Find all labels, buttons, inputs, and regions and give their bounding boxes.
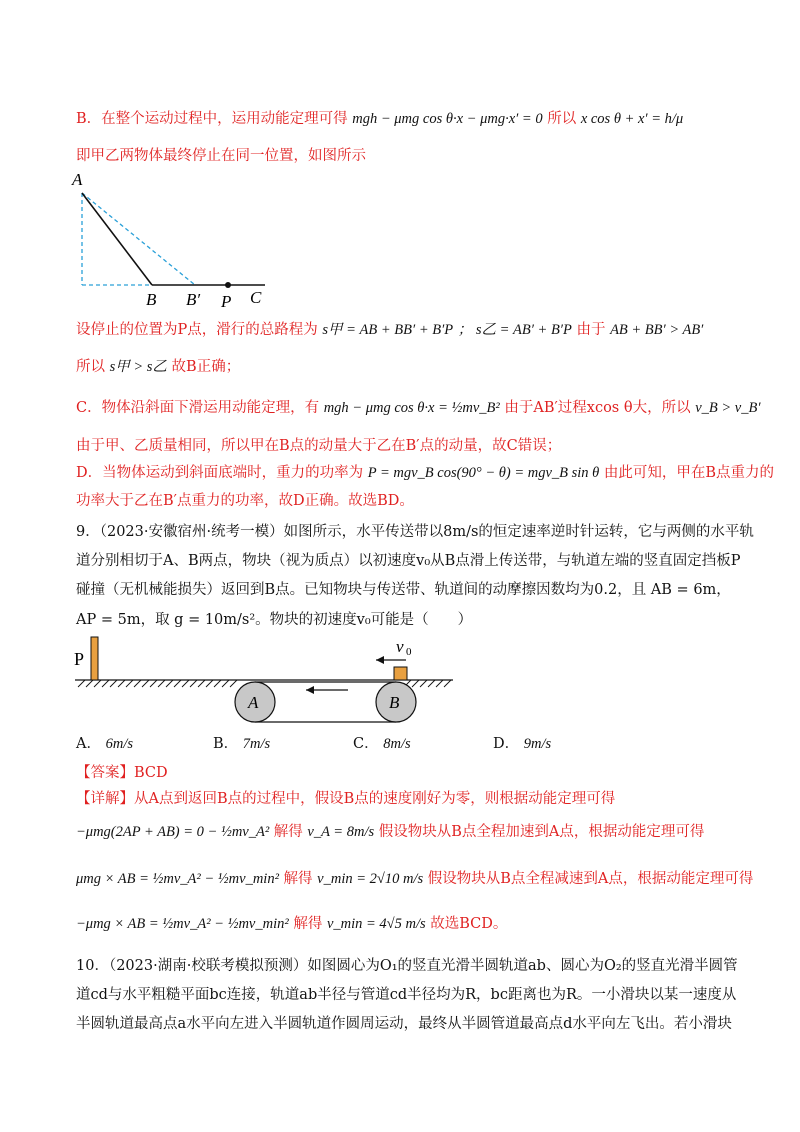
option-d-analysis: D．当物体运动到斜面底端时，重力的功率为 P = mgv_B cos(90° − θ) = mgv_B sin θ 由此可知，甲在B点重力的 bbox=[76, 465, 775, 481]
formula: x cos θ + x′ = h/μ bbox=[580, 111, 684, 127]
label-P: P bbox=[221, 292, 232, 310]
option-c-analysis: C．物体沿斜面下滑运用动能定理，有 mgh − μmg cos θ·x = ½mv_B² 由于AB′过程xcos θ大，所以 v_B > v_B′ bbox=[76, 400, 761, 416]
option-c: C． 8m/s bbox=[353, 736, 411, 752]
label-B: B bbox=[146, 290, 157, 309]
so-text: 所以 s甲 > s乙 故B正确； bbox=[76, 359, 241, 375]
option-d: D． 9m/s bbox=[493, 736, 552, 752]
label-A: A bbox=[72, 170, 83, 189]
question-10-line-1: 10．（2023·湖南·校联考模拟预测）如图圆心为O₁的竖直光滑半圆轨道ab、圆心为O₂的竖直光滑半圆管 bbox=[76, 958, 738, 974]
detail-line-4: −μmg × AB = ½mv_A² − ½mv_min² 解得 v_min = 4√5 m/s 故选BCD。 bbox=[76, 916, 508, 932]
detail-line-1: 【详解】从A点到返回B点的过程中，假设B点的速度刚好为零，则根据动能定理可得 bbox=[76, 791, 616, 807]
conveyor-diagram bbox=[70, 635, 460, 730]
same-position-text: 即甲乙两物体最终停止在同一位置，如图所示 bbox=[76, 148, 366, 164]
label-v0-subscript: 0 bbox=[406, 646, 412, 658]
option-a: A． 6m/s bbox=[76, 736, 133, 752]
stop-position-text: 设停止的位置为P点，滑行的总路程为 s甲 = AB + BB′ + B′P ； s乙 = AB′ + B′P 由于 AB + BB′ > AB′ bbox=[76, 322, 704, 338]
label-P: P bbox=[74, 649, 85, 669]
label-B-prime: B′ bbox=[186, 290, 201, 309]
question-9-line-1: 9．（2023·安徽宿州·统考一模）如图所示，水平传送带以8m/s的恒定速率逆时针运转，它与两侧的水平轨 bbox=[76, 524, 754, 540]
block bbox=[394, 667, 407, 680]
label-wheel-A: A bbox=[248, 693, 259, 712]
option-c-conclusion: 由于甲、乙质量相同，所以甲在B点的动量大于乙在B′点的动量，故C错误； bbox=[76, 438, 562, 454]
option-b-analysis: B．在整个运动过程中，运用动能定理可得 mgh − μmg cos θ·x − μmg·x′ = 0 所以 x cos θ + x′ = h/μ bbox=[76, 111, 684, 127]
label-v0: v bbox=[396, 637, 404, 656]
question-9-line-4: AP = 5m，取 g = 10m/s²。物块的初速度v₀可能是（ ） bbox=[76, 612, 473, 628]
option-b: B． 7m/s bbox=[213, 736, 271, 752]
question-10-line-2: 道cd与水平粗糙平面bc连接，轨道ab半径与管道cd半径均为R，bc距离也为R。一小滑块以某一速度从 bbox=[76, 987, 737, 1003]
question-9-line-2: 道分别相切于A、B两点，物块（视为质点）以初速度v₀从B点滑上传送带，与轨道左端的竖直固定挡板P bbox=[76, 553, 741, 569]
question-9-line-3: 碰撞（无机械能损失）返回到B点。已知物块与传送带、轨道间的动摩擦因数均为0.2，且 AB = 6m， bbox=[76, 582, 731, 598]
answer: 【答案】BCD bbox=[76, 765, 168, 781]
incline-diagram bbox=[70, 165, 280, 310]
detail-line-2: −μmg(2AP + AB) = 0 − ½mv_A² 解得 v_A = 8m/s 假设物块从B点全程加速到A点，根据动能定理可得 bbox=[76, 824, 705, 840]
label-wheel-B: B bbox=[389, 693, 400, 712]
detail-line-3: μmg × AB = ½mv_A² − ½mv_min² 解得 v_min = 2√10 m/s 假设物块从B点全程减速到A点，根据动能定理可得 bbox=[76, 871, 754, 887]
label-C: C bbox=[250, 288, 262, 307]
question-10-line-3: 半圆轨道最高点a水平向左进入半圆轨道作圆周运动，最终从半圆管道最高点d水平向左飞出。若小滑块 bbox=[76, 1016, 732, 1032]
formula: mgh − μmg cos θ·x − μmg·x′ = 0 bbox=[352, 111, 543, 127]
option-d-conclusion: 功率大于乙在B′点重力的功率，故D正确。故选BD。 bbox=[76, 493, 414, 509]
